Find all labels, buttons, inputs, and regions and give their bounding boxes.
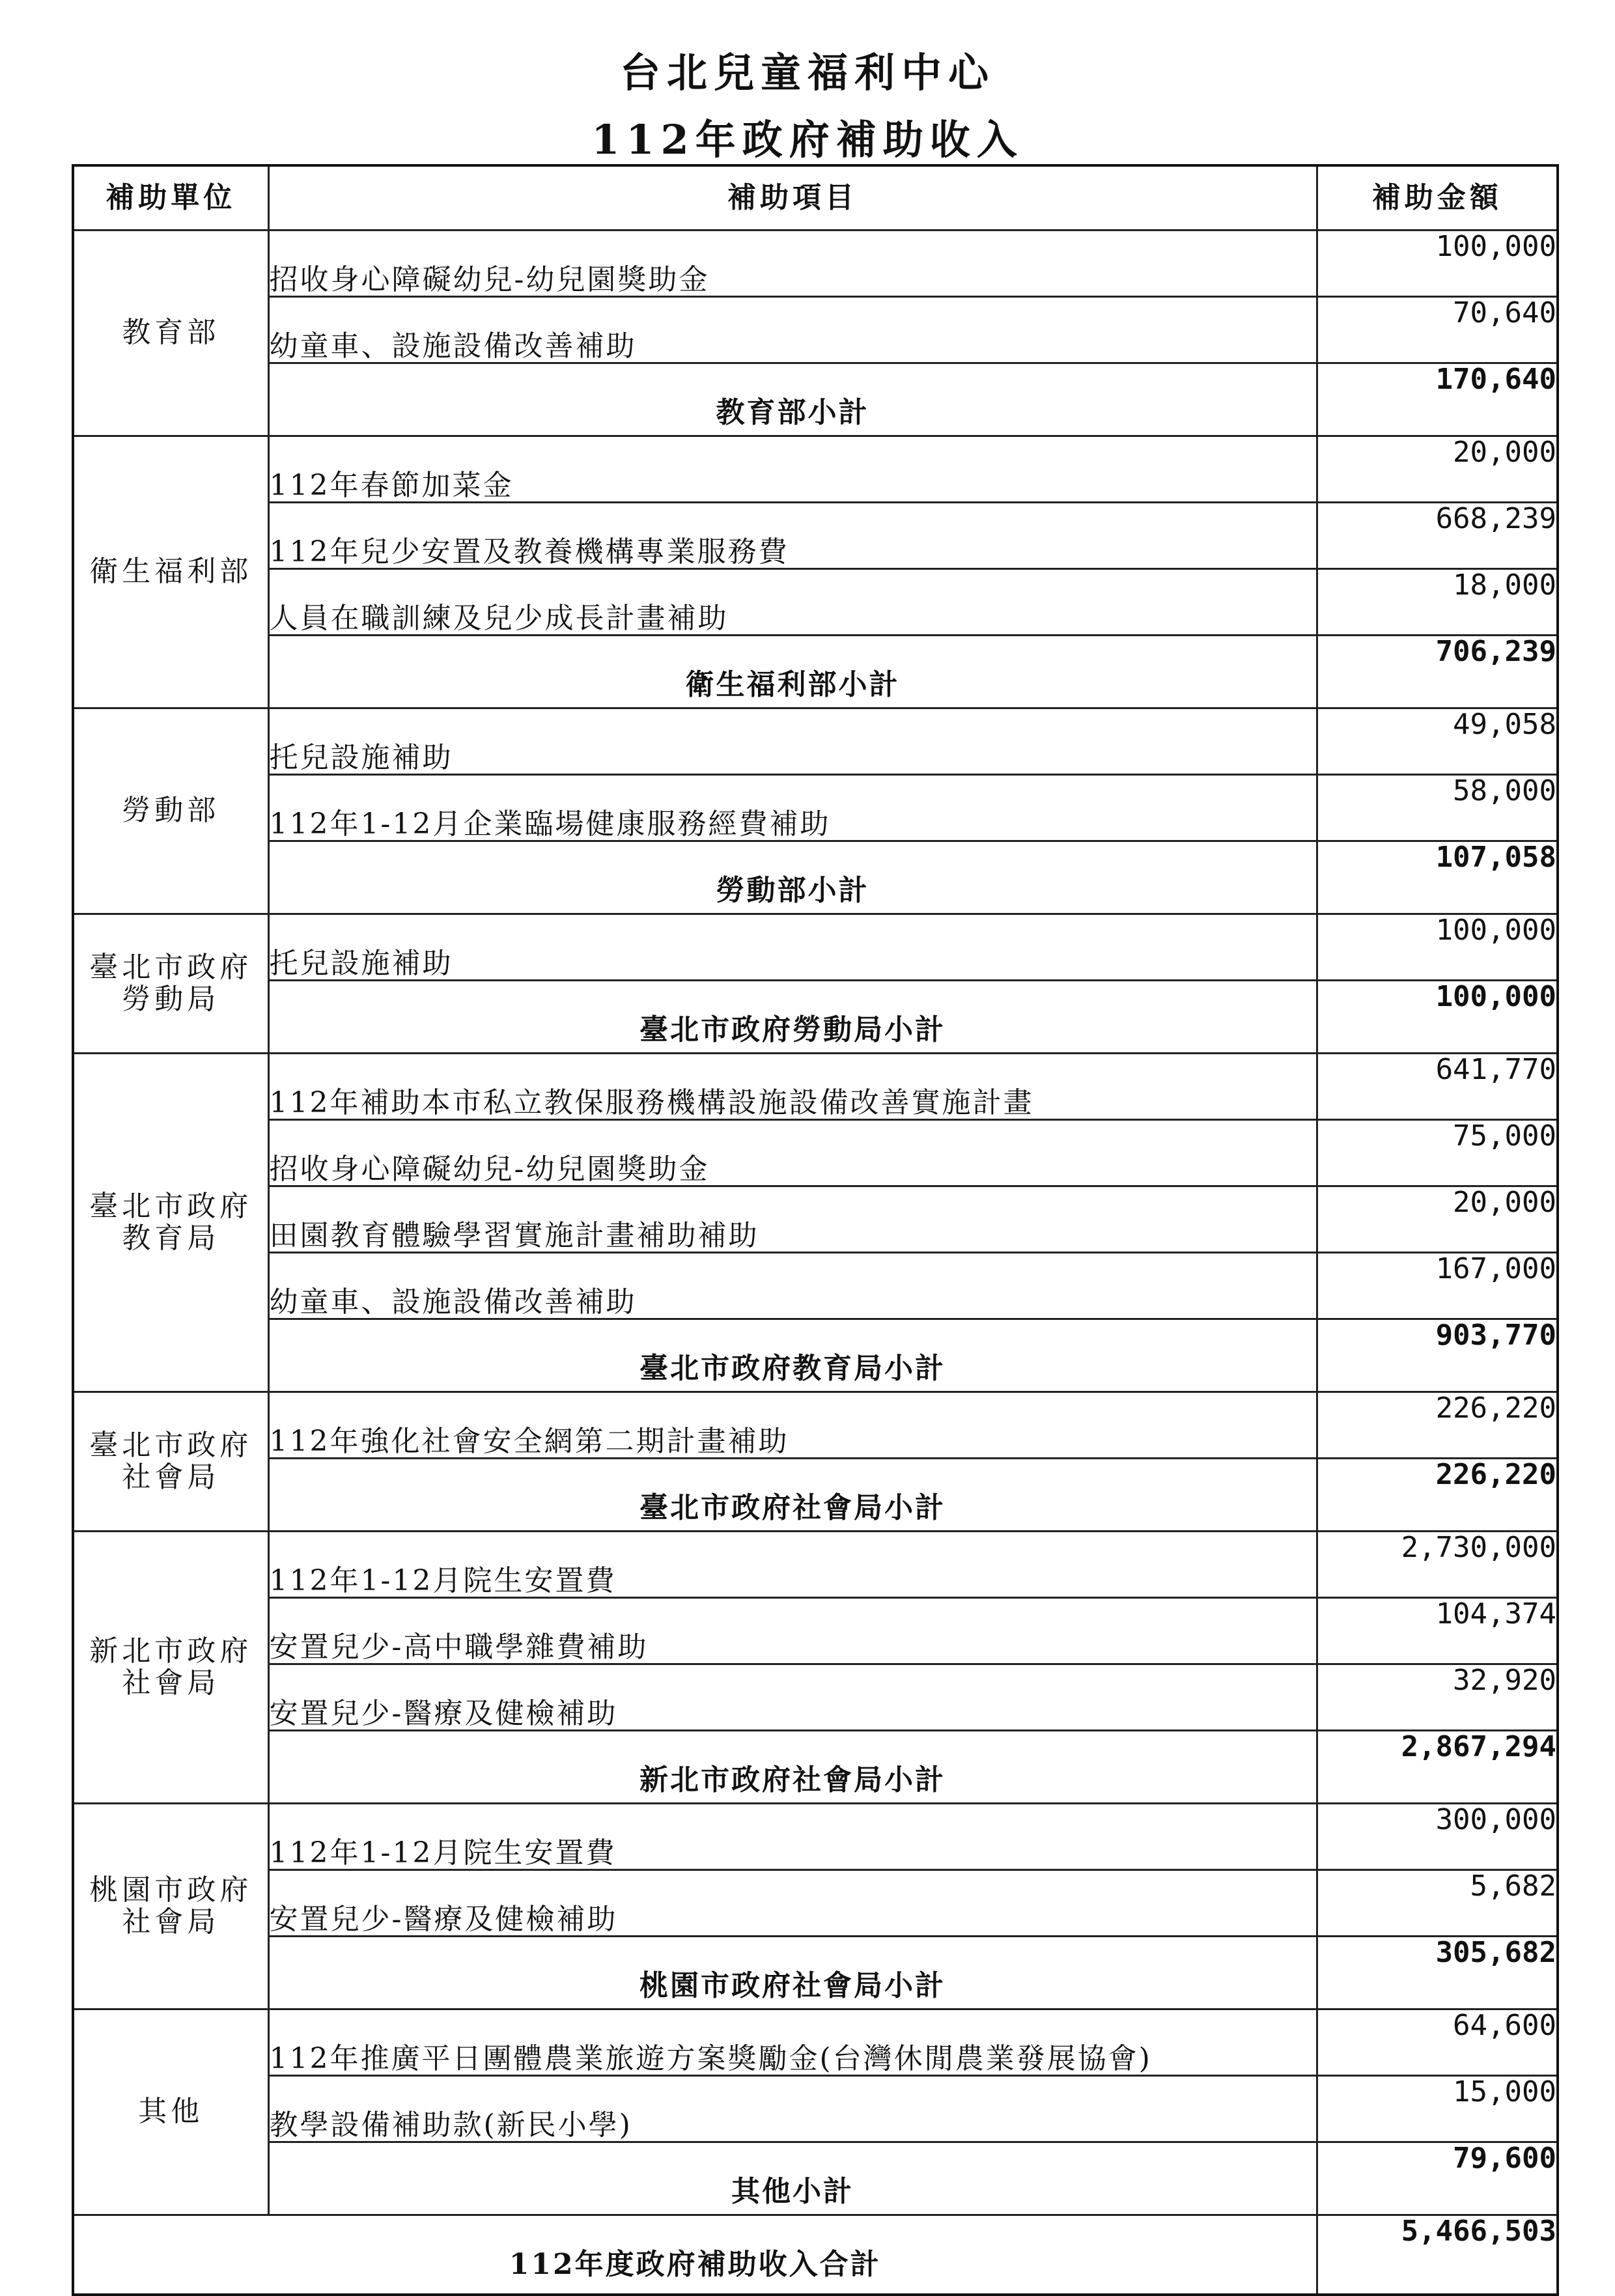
subtotal-amount: 226,220 <box>1317 1459 1558 1532</box>
subtotal-row <box>73 1937 1558 2009</box>
grant-item: 田園教育體驗學習實施計畫補助補助 <box>268 1186 1317 1253</box>
subtotal-amount: 706,239 <box>1317 636 1558 708</box>
grant-amount: 58,000 <box>1317 775 1558 841</box>
grant-amount: 15,000 <box>1317 2076 1558 2142</box>
grant-unit-line: 其他 <box>138 2095 204 2129</box>
grant-item: 112年兒少安置及教養機構專業服務費 <box>268 503 1317 569</box>
subtotal-label: 其他小計 <box>268 2142 1317 2215</box>
grant-unit <box>73 708 268 914</box>
grant-amount: 300,000 <box>1317 1804 1558 1870</box>
table-row <box>73 231 1558 297</box>
subtotal-amount: 305,682 <box>1317 1937 1558 2009</box>
grant-item: 112年春節加菜金 <box>268 436 1317 503</box>
subtotal-label: 桃園市政府社會局小計 <box>268 1937 1317 2009</box>
grant-amount: 75,000 <box>1317 1120 1558 1186</box>
table-row <box>73 436 1558 503</box>
grant-unit <box>73 1532 268 1804</box>
table-row <box>73 503 1558 569</box>
grant-unit-line: 社會局 <box>122 1905 220 1939</box>
table-row <box>73 914 1558 981</box>
grant-unit <box>73 2009 268 2215</box>
table-row <box>73 297 1558 363</box>
grant-item: 安置兒少-高中職學雜費補助 <box>268 1598 1317 1664</box>
grant-unit <box>73 436 268 708</box>
grant-amount: 641,770 <box>1317 1054 1558 1120</box>
subtotal-amount: 170,640 <box>1317 363 1558 436</box>
grant-amount: 70,640 <box>1317 297 1558 363</box>
grant-item: 托兒設施補助 <box>268 708 1317 775</box>
grant-amount: 2,730,000 <box>1317 1532 1558 1598</box>
header-item: 補助項目 <box>268 165 1317 231</box>
table-row <box>73 1120 1558 1186</box>
grant-item: 112年補助本市私立教保服務機構設施設備改善實施計畫 <box>268 1054 1317 1120</box>
grant-unit-line: 新北市政府 <box>89 1634 253 1668</box>
grant-amount: 100,000 <box>1317 231 1558 297</box>
table-row <box>73 1054 1558 1120</box>
total-label: 112年度政府補助收入合計 <box>73 2215 1317 2295</box>
subtotal-label: 教育部小計 <box>268 363 1317 436</box>
header-row <box>73 165 1558 231</box>
table-row <box>73 569 1558 636</box>
grant-item: 教學設備補助款(新民小學) <box>268 2076 1317 2142</box>
grant-amount: 226,220 <box>1317 1392 1558 1459</box>
subtotal-amount: 100,000 <box>1317 981 1558 1054</box>
grant-item: 112年推廣平日團體農業旅遊方案獎勵金(台灣休閒農業發展協會) <box>268 2009 1317 2076</box>
grant-unit-line: 臺北市政府 <box>89 1190 253 1224</box>
grant-item: 托兒設施補助 <box>268 914 1317 981</box>
table-row <box>73 1664 1558 1731</box>
grant-item: 幼童車、設施設備改善補助 <box>268 1253 1317 1319</box>
subtotal-row <box>73 1731 1558 1804</box>
header-amount: 補助金額 <box>1317 165 1558 231</box>
table-row <box>73 1598 1558 1664</box>
grant-table <box>72 164 1559 2296</box>
table-row <box>73 775 1558 841</box>
grant-unit-line: 教育部 <box>122 316 220 350</box>
grant-unit-line: 臺北市政府 <box>89 1429 253 1463</box>
page-subtitle: 112年政府補助收入 <box>591 116 1024 163</box>
total-amount: 5,466,503 <box>1317 2215 1558 2295</box>
subtotal-row <box>73 2142 1558 2215</box>
grant-amount: 104,374 <box>1317 1598 1558 1664</box>
grant-amount: 167,000 <box>1317 1253 1558 1319</box>
grant-item: 112年1-12月院生安置費 <box>268 1532 1317 1598</box>
table-row <box>73 2076 1558 2142</box>
grant-unit-line: 勞動部 <box>122 794 220 828</box>
grant-item: 112年強化社會安全網第二期計畫補助 <box>268 1392 1317 1459</box>
grant-item: 112年1-12月院生安置費 <box>268 1804 1317 1870</box>
page-title: 台北兒童福利中心 <box>619 49 995 96</box>
grant-amount: 64,600 <box>1317 2009 1558 2076</box>
table-row <box>73 2009 1558 2076</box>
grant-amount: 5,682 <box>1317 1870 1558 1937</box>
subtotal-row <box>73 363 1558 436</box>
table-row <box>73 708 1558 775</box>
grant-unit <box>73 231 268 436</box>
subtotal-label: 臺北市政府勞動局小計 <box>268 981 1317 1054</box>
subtotal-label: 臺北市政府社會局小計 <box>268 1459 1317 1532</box>
grant-unit-line: 社會局 <box>122 1666 220 1700</box>
header-unit: 補助單位 <box>73 165 268 231</box>
grant-unit-line: 桃園市政府 <box>89 1873 253 1907</box>
grant-unit <box>73 1054 268 1392</box>
table-body <box>73 231 1558 2295</box>
table-row <box>73 1870 1558 1937</box>
grant-amount: 32,920 <box>1317 1664 1558 1731</box>
subtotal-row <box>73 636 1558 708</box>
grant-unit-line: 社會局 <box>122 1460 220 1494</box>
subtotal-amount: 79,600 <box>1317 2142 1558 2215</box>
grant-item: 招收身心障礙幼兒-幼兒園獎助金 <box>268 1120 1317 1186</box>
subtotal-label: 新北市政府社會局小計 <box>268 1731 1317 1804</box>
grant-item: 安置兒少-醫療及健檢補助 <box>268 1664 1317 1731</box>
subtotal-label: 臺北市政府教育局小計 <box>268 1319 1317 1392</box>
subtotal-label: 衛生福利部小計 <box>268 636 1317 708</box>
grant-item: 幼童車、設施設備改善補助 <box>268 297 1317 363</box>
grant-amount: 20,000 <box>1317 436 1558 503</box>
grant-amount: 100,000 <box>1317 914 1558 981</box>
subtotal-amount: 107,058 <box>1317 841 1558 914</box>
grant-unit-line: 勞動局 <box>122 982 220 1016</box>
table-row <box>73 1392 1558 1459</box>
grant-amount: 668,239 <box>1317 503 1558 569</box>
table-row <box>73 1804 1558 1870</box>
grant-unit <box>73 1392 268 1532</box>
subtotal-row <box>73 841 1558 914</box>
grant-unit <box>73 1804 268 2009</box>
subtotal-row <box>73 1319 1558 1392</box>
total-row <box>73 2215 1558 2295</box>
grant-unit <box>73 914 268 1054</box>
table-row <box>73 1253 1558 1319</box>
subtotal-label: 勞動部小計 <box>268 841 1317 914</box>
grant-unit-line: 衛生福利部 <box>89 555 253 589</box>
subtotal-row <box>73 981 1558 1054</box>
grant-item: 安置兒少-醫療及健檢補助 <box>268 1870 1317 1937</box>
grant-amount: 18,000 <box>1317 569 1558 636</box>
table-row <box>73 1186 1558 1253</box>
subtotal-amount: 903,770 <box>1317 1319 1558 1392</box>
grant-unit-line: 臺北市政府 <box>89 951 253 985</box>
grant-item: 招收身心障礙幼兒-幼兒園獎助金 <box>268 231 1317 297</box>
grant-item: 112年1-12月企業臨場健康服務經費補助 <box>268 775 1317 841</box>
subtotal-row <box>73 1459 1558 1532</box>
grant-unit-line: 教育局 <box>122 1221 220 1255</box>
grant-item: 人員在職訓練及兒少成長計畫補助 <box>268 569 1317 636</box>
grant-amount: 20,000 <box>1317 1186 1558 1253</box>
subtotal-amount: 2,867,294 <box>1317 1731 1558 1804</box>
grant-amount: 49,058 <box>1317 708 1558 775</box>
table-row <box>73 1532 1558 1598</box>
